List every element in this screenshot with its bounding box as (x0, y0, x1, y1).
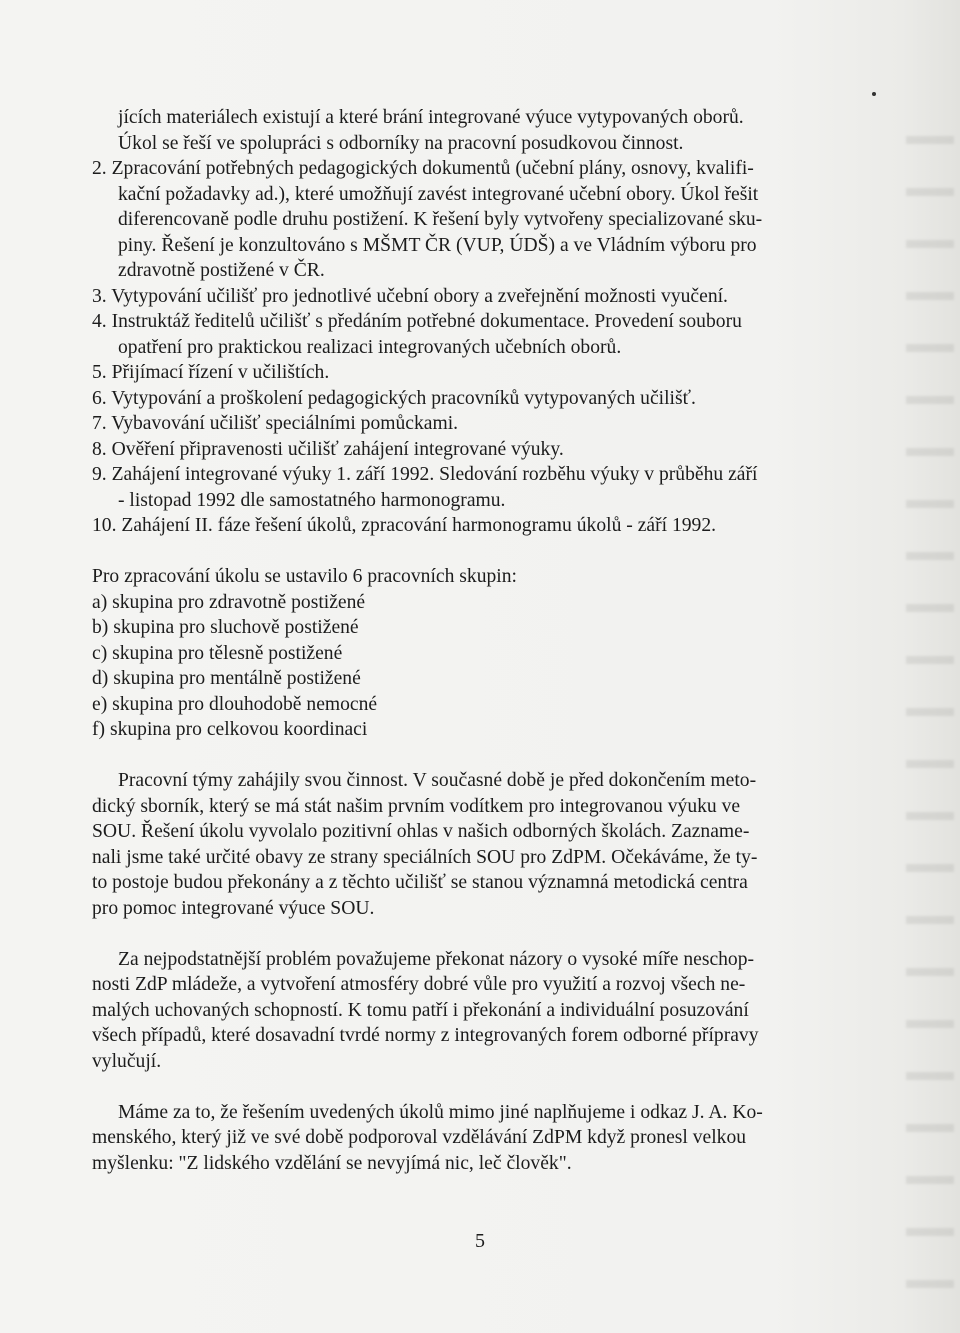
list-item: 6. Vytypování a proškolení pedagogických pracovníků vytypovaných učilišť. (92, 387, 696, 409)
list-item (92, 156, 882, 284)
text-line: myšlenku: "Z lidského vzdělání se nevyjímá nic, leč člověk". (92, 1152, 572, 1174)
text-line: 4. Instruktáž ředitelů učilišť s předáním potřebné dokumentace. Provedení souboru (92, 311, 742, 332)
paragraph (92, 947, 882, 1075)
paragraph (92, 1100, 882, 1177)
text-line: opatření pro praktickou realizaci integrovaných učebních oborů. (118, 336, 622, 358)
ink-speck (872, 92, 876, 96)
list-item (92, 309, 882, 360)
text-line: pro pomoc integrované výuce SOU. (92, 897, 375, 919)
group-item: e) skupina pro dlouhodobě nemocné (92, 693, 378, 715)
blank-line (92, 921, 882, 947)
list-item: 7. Vybavování učilišť speciálními pomůckami. (92, 413, 459, 434)
text-line: Za nejpodstatnější problém považujeme překonat názory o vysoké míře neschop- (118, 948, 755, 970)
continuation-block (92, 105, 882, 156)
blank-line (92, 1074, 882, 1100)
text-line: všech případů, které dosavadní tvrdé normy z integrovaných forem odborné přípravy (92, 1025, 759, 1046)
text-line: Úkol se řeší ve spolupráci s odborníky na pracovní posudkovou činnost. (118, 132, 684, 154)
text-line: to postoje budou překonány a z těchto učilišť se stanou významná metodická centra (92, 872, 748, 893)
text-line: zdravotně postižené v ČR. (118, 260, 325, 281)
blank-line (92, 539, 882, 565)
list-item: 5. Přijímací řízení v učilištích. (92, 362, 330, 383)
text-line: piny. Řešení je konzultováno s MŠMT ČR (VUP, ÚDŠ) a ve Vládním výboru pro (118, 234, 757, 256)
text-line: menského, který již ve své době podporoval vzdělávání ZdPM když pronesl velkou (92, 1127, 747, 1148)
groups-intro: Pro zpracování úkolu se ustavilo 6 pracovních skupin: (92, 566, 517, 587)
page-number: 5 (475, 1230, 485, 1252)
text-line: SOU. Řešení úkolu vyvolalo pozitivní ohlas v našich odborných školách. Zazname- (92, 821, 750, 842)
group-item: d) skupina pro mentálně postižené (92, 668, 361, 689)
show-through-shadow (906, 110, 954, 1290)
text-line: nosti ZdP mládeže, a vytvoření atmosféry dobré vůle pro využití a rozvoj všech ne- (92, 974, 746, 995)
groups-list (92, 590, 882, 743)
document-body (92, 105, 882, 1176)
text-line: 2. Zpracování potřebných pedagogických dokumentů (učební plány, osnovy, kvalifi- (92, 158, 754, 179)
text-line: Máme za to, že řešením uvedených úkolů mimo jiné naplňujeme i odkaz J. A. Ko- (118, 1101, 763, 1123)
text-line: vylučují. (92, 1050, 162, 1072)
text-line: jících materiálech existují a které brání integrované výuce vytypovaných oborů. (118, 107, 744, 128)
text-line: malých uchovaných schopností. K tomu patří i překonání a individuální posuzování (92, 999, 749, 1021)
text-line: Pracovní týmy zahájily svou činnost. V současné době je před dokončením meto- (118, 770, 757, 791)
paragraph (92, 768, 882, 921)
list-item (92, 462, 882, 513)
text-line: 9. Zahájení integrované výuky 1. září 1992. Sledování rozběhu výuky v průběhu září (92, 464, 758, 485)
group-item: f) skupina pro celkovou koordinaci (92, 719, 368, 740)
text-line: kační požadavky ad.), které umožňují zavést integrované učební obory. Úkol řešit (118, 183, 759, 205)
text-line: diferencovaně podle druhu postižení. K řešení byly vytvořeny specializované sku- (118, 209, 763, 230)
text-line: nali jsme také určité obavy ze strany speciálních SOU pro ZdPM. Očekáváme, že ty- (92, 846, 758, 868)
list-item: 3. Vytypování učilišť pro jednotlivé učební obory a zveřejnění možnosti vyučení. (92, 285, 728, 307)
group-item: b) skupina pro sluchově postižené (92, 617, 359, 638)
list-item: 10. Zahájení II. fáze řešení úkolů, zpracování harmonogramu úkolů - září 1992. (92, 515, 717, 536)
group-item: a) skupina pro zdravotně postižené (92, 591, 366, 613)
text-line: dický sborník, který se má stát našim prvním vodítkem pro integrovanou výuku ve (92, 795, 741, 817)
list-item: 8. Ověření připravenosti učilišť zahájení integrované výuky. (92, 438, 564, 460)
group-item: c) skupina pro tělesně postižené (92, 642, 343, 664)
text-line: - listopad 1992 dle samostatného harmonogramu. (118, 489, 506, 511)
blank-line (92, 743, 882, 769)
